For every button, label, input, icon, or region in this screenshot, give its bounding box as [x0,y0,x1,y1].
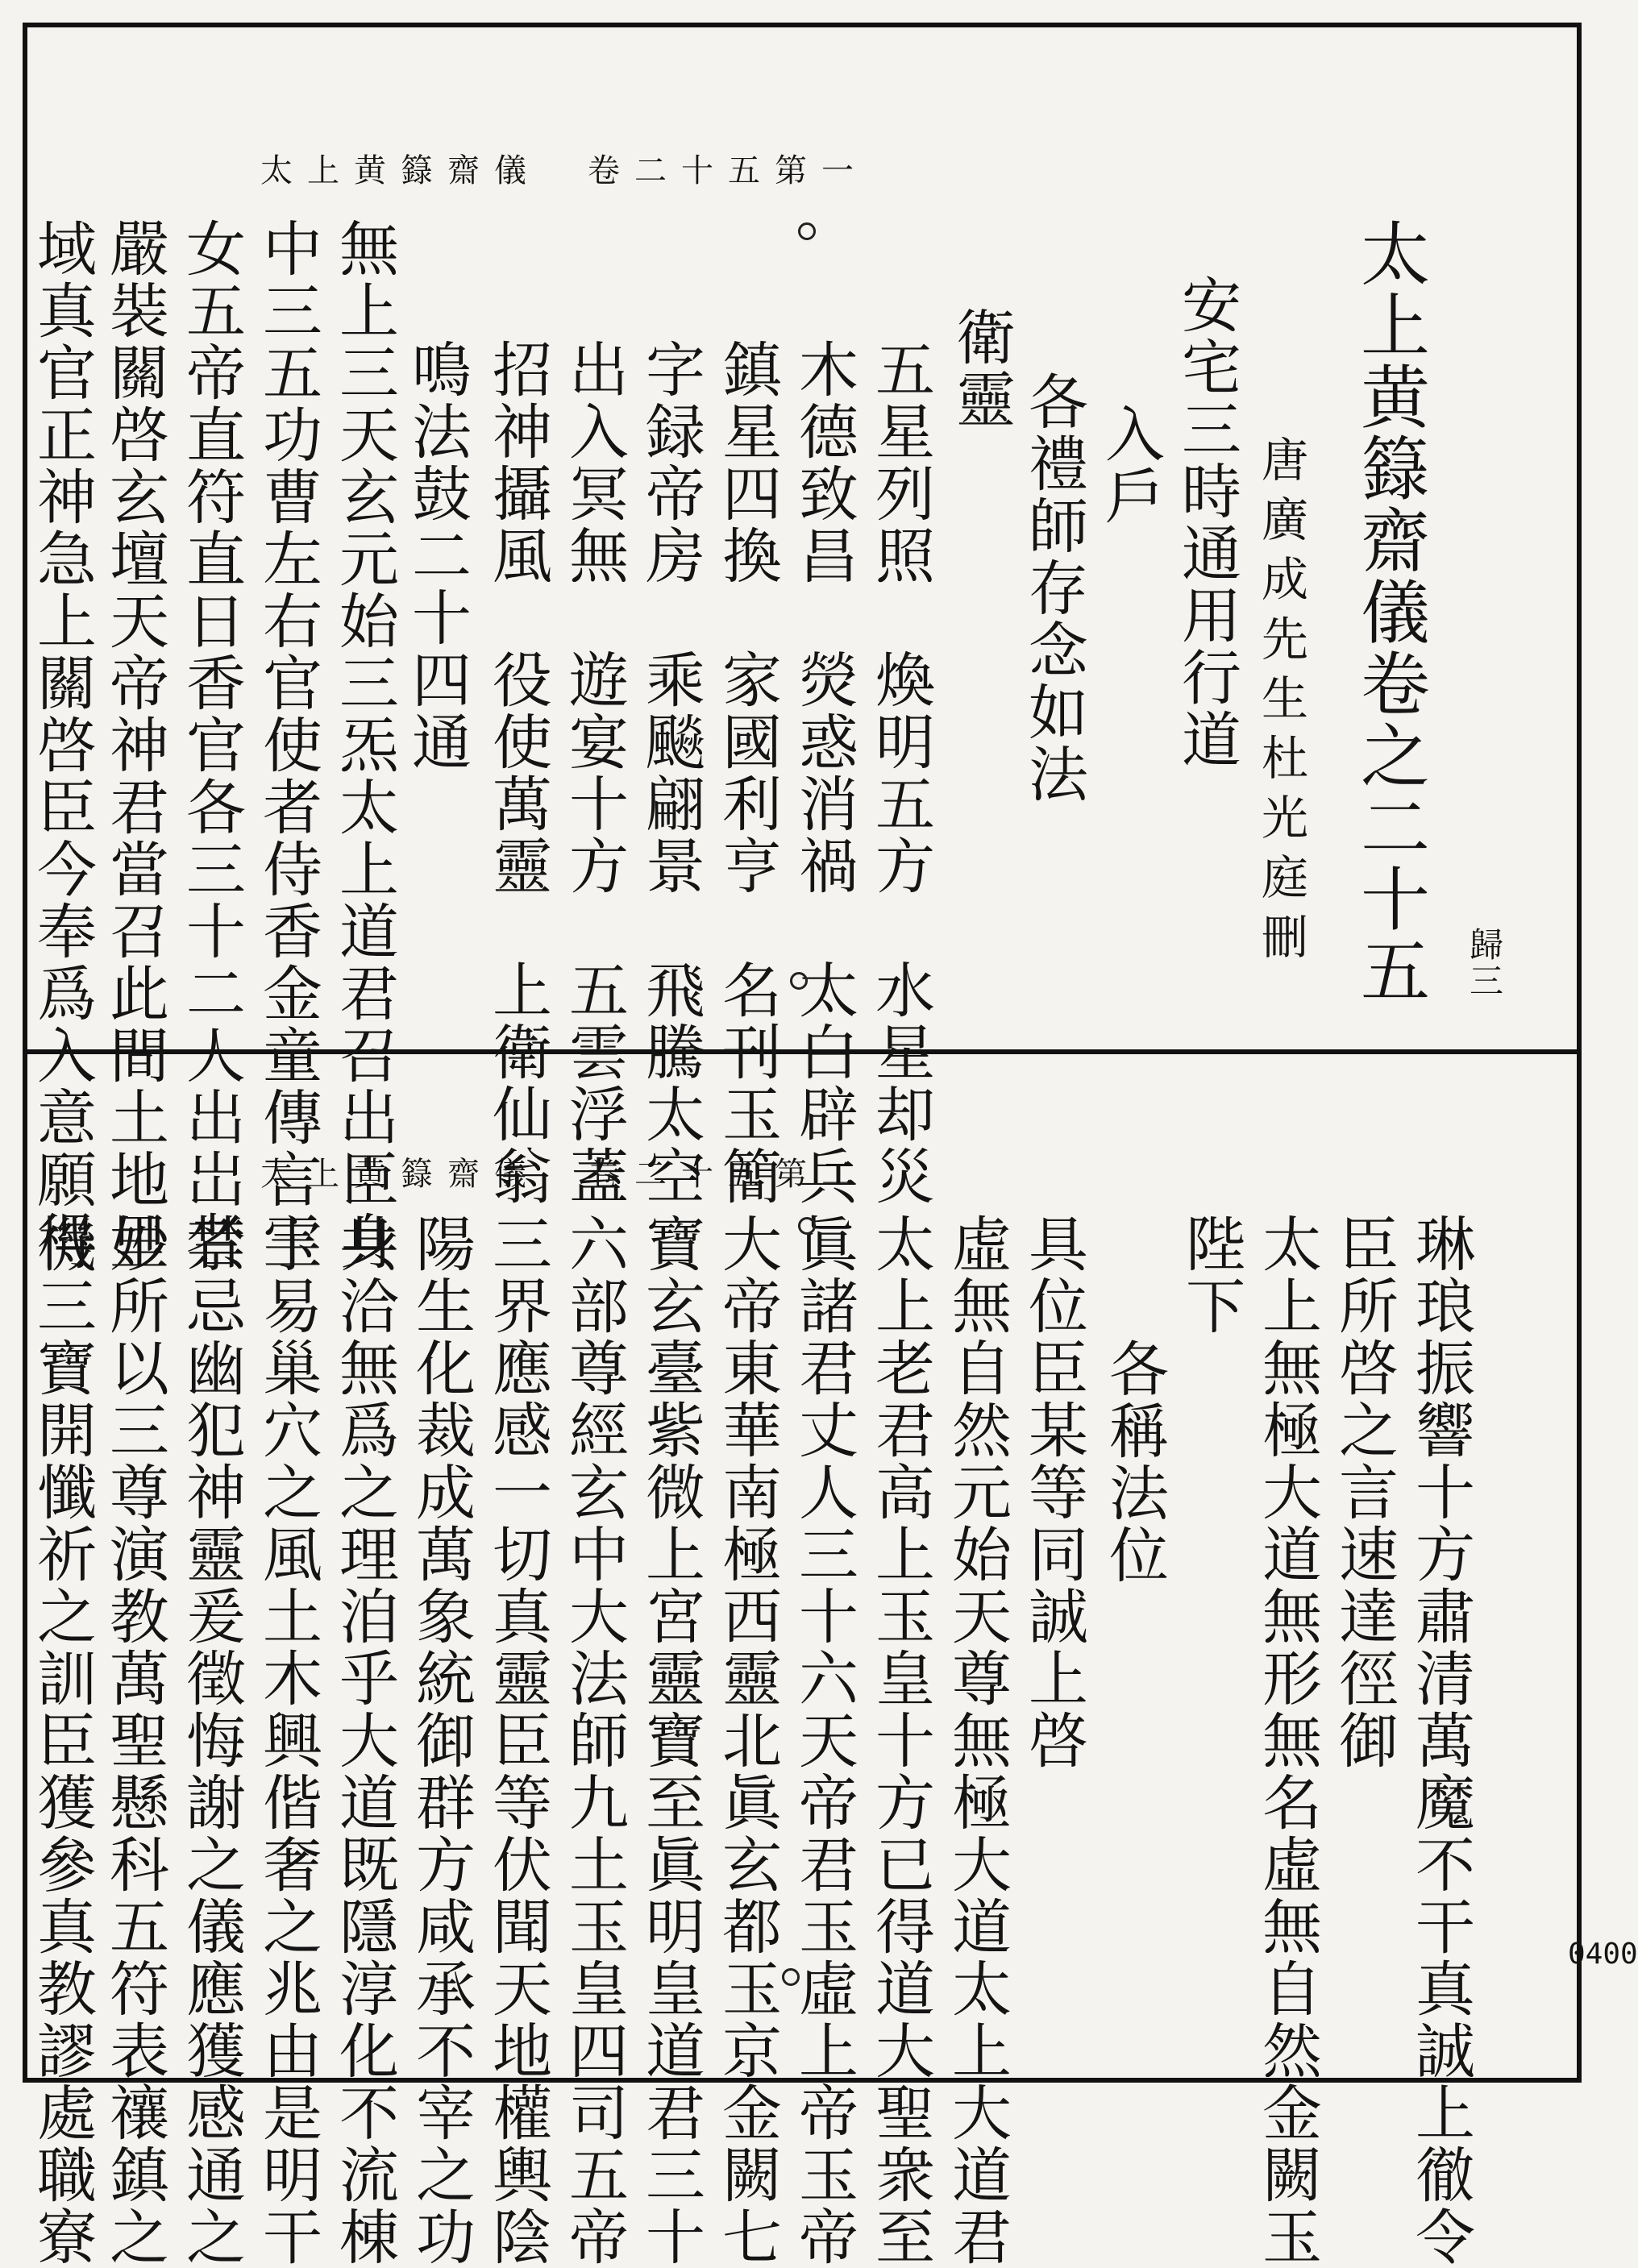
binding-hole-circle [790,972,808,990]
upper-col-17: 嚴裝關啓玄壇天帝神君當召此間土地里 [100,218,169,1273]
upper-col-1: 太上黄籙齋儀卷之二十五 [1349,218,1429,1007]
lower-col-8: 太上老君高上玉皇十方已得道大聖衆至 [866,1213,935,2268]
binding-hole-circle [782,1968,800,1986]
lower-col-11: 寶玄臺紫微上宮靈寶至眞明皇道君三十 [636,1213,705,2268]
upper-col-2: 唐廣成先生杜光庭刪 [1253,435,1308,972]
binding-hole-circle [798,222,816,240]
lower-col-15: 共洽無爲之理洎乎大道既隱淳化不流棟 [330,1213,399,2268]
lower-col-6: 具位臣某等同誠上啓 [1019,1213,1088,1772]
upper-col-13: 鳴法鼓二十四通 [402,339,472,773]
upper-col-15: 中三五功曹左右官使者侍香金童傳言玉 [253,218,322,1273]
upper-col-18: 域真官正神急上關啓臣今奉爲入意願得 [27,218,97,1273]
lower-col-5: 各稱法位 [1100,1338,1169,1586]
page-number: 0400 [1568,1938,1638,1971]
upper-col-9: 鎮星四換 家國利亨 名刊玉簡 [713,339,782,1207]
upper-col-16: 女五帝直符直日香官各三十二人出岀者 [177,218,246,1273]
lower-col-10: 大帝東華南極西靈北眞玄都玉京金闕七 [713,1213,782,2268]
lower-col-16: 宇易巢穴之風土木興偕奢之兆由是明干 [253,1213,322,2268]
upper-right-note: 歸三 [1465,927,1504,999]
upper-col-8: 木德致昌 熒惑消禍 太白辟兵 [789,339,858,1207]
lower-col-14: 陽生化裁成萬象統御群方咸承不宰之功 [406,1213,476,2268]
upper-col-12: 招神攝風 役使萬靈 上衛仙翁 [483,339,552,1207]
upper-col-7: 五星列照 煥明五方 水星却災 [866,339,935,1207]
upper-col-5: 各禮師存念如法 [1019,371,1088,805]
upper-col-3: 安宅三時通用行道 [1172,274,1241,771]
lower-col-3: 太上無極大道無形無名虛無自然金闕玉 [1253,1213,1322,2268]
lower-col-12: 六部尊經玄中大法師九土玉皇四司五帝 [559,1213,629,2268]
upper-page-label: 太上黄籙齋儀 卷二十五第一 [260,152,868,189]
lower-col-2: 臣所啓之言速達徑御 [1329,1213,1399,1772]
upper-col-10: 字録帝房 乘飈翩景 飛騰太空 [636,339,705,1207]
lower-col-13: 三界應感一切真靈臣等伏聞天地權輿陰 [483,1213,552,2268]
lower-col-4: 陛下 [1176,1213,1245,1337]
lower-col-19: 機三寶開懺祈之訓臣獲參真教謬處職寮 [27,1213,97,2268]
lower-col-1: 琳琅振響十方肅清萬魔不干真誠上徹令 [1406,1213,1475,2268]
lower-col-9: 眞諸君丈人三十六天帝君玉虛上帝玉帝 [789,1213,858,2268]
upper-col-11: 出入冥無 遊宴十方 五雲浮蓋 [559,339,629,1207]
lower-col-17: 禁忌幽犯神靈爰徵悔謝之儀應獲感通之 [177,1213,246,2268]
lower-col-18: 妙所以三尊演教萬聖懸科五符表禳鎮之 [100,1213,169,2268]
upper-col-14: 無上三天玄元始三炁太上道君召出臣身 [330,218,399,1273]
binding-hole-circle [798,1217,816,1235]
upper-col-4: 入戶 [1095,403,1165,527]
lower-col-7: 虛無自然元始天尊無極大道太上大道君 [942,1213,1012,2268]
upper-col-6: 衛靈 [946,306,1016,430]
lower-page-label: 太上黄籙齋儀 卷二十五第二 [260,1156,868,1193]
